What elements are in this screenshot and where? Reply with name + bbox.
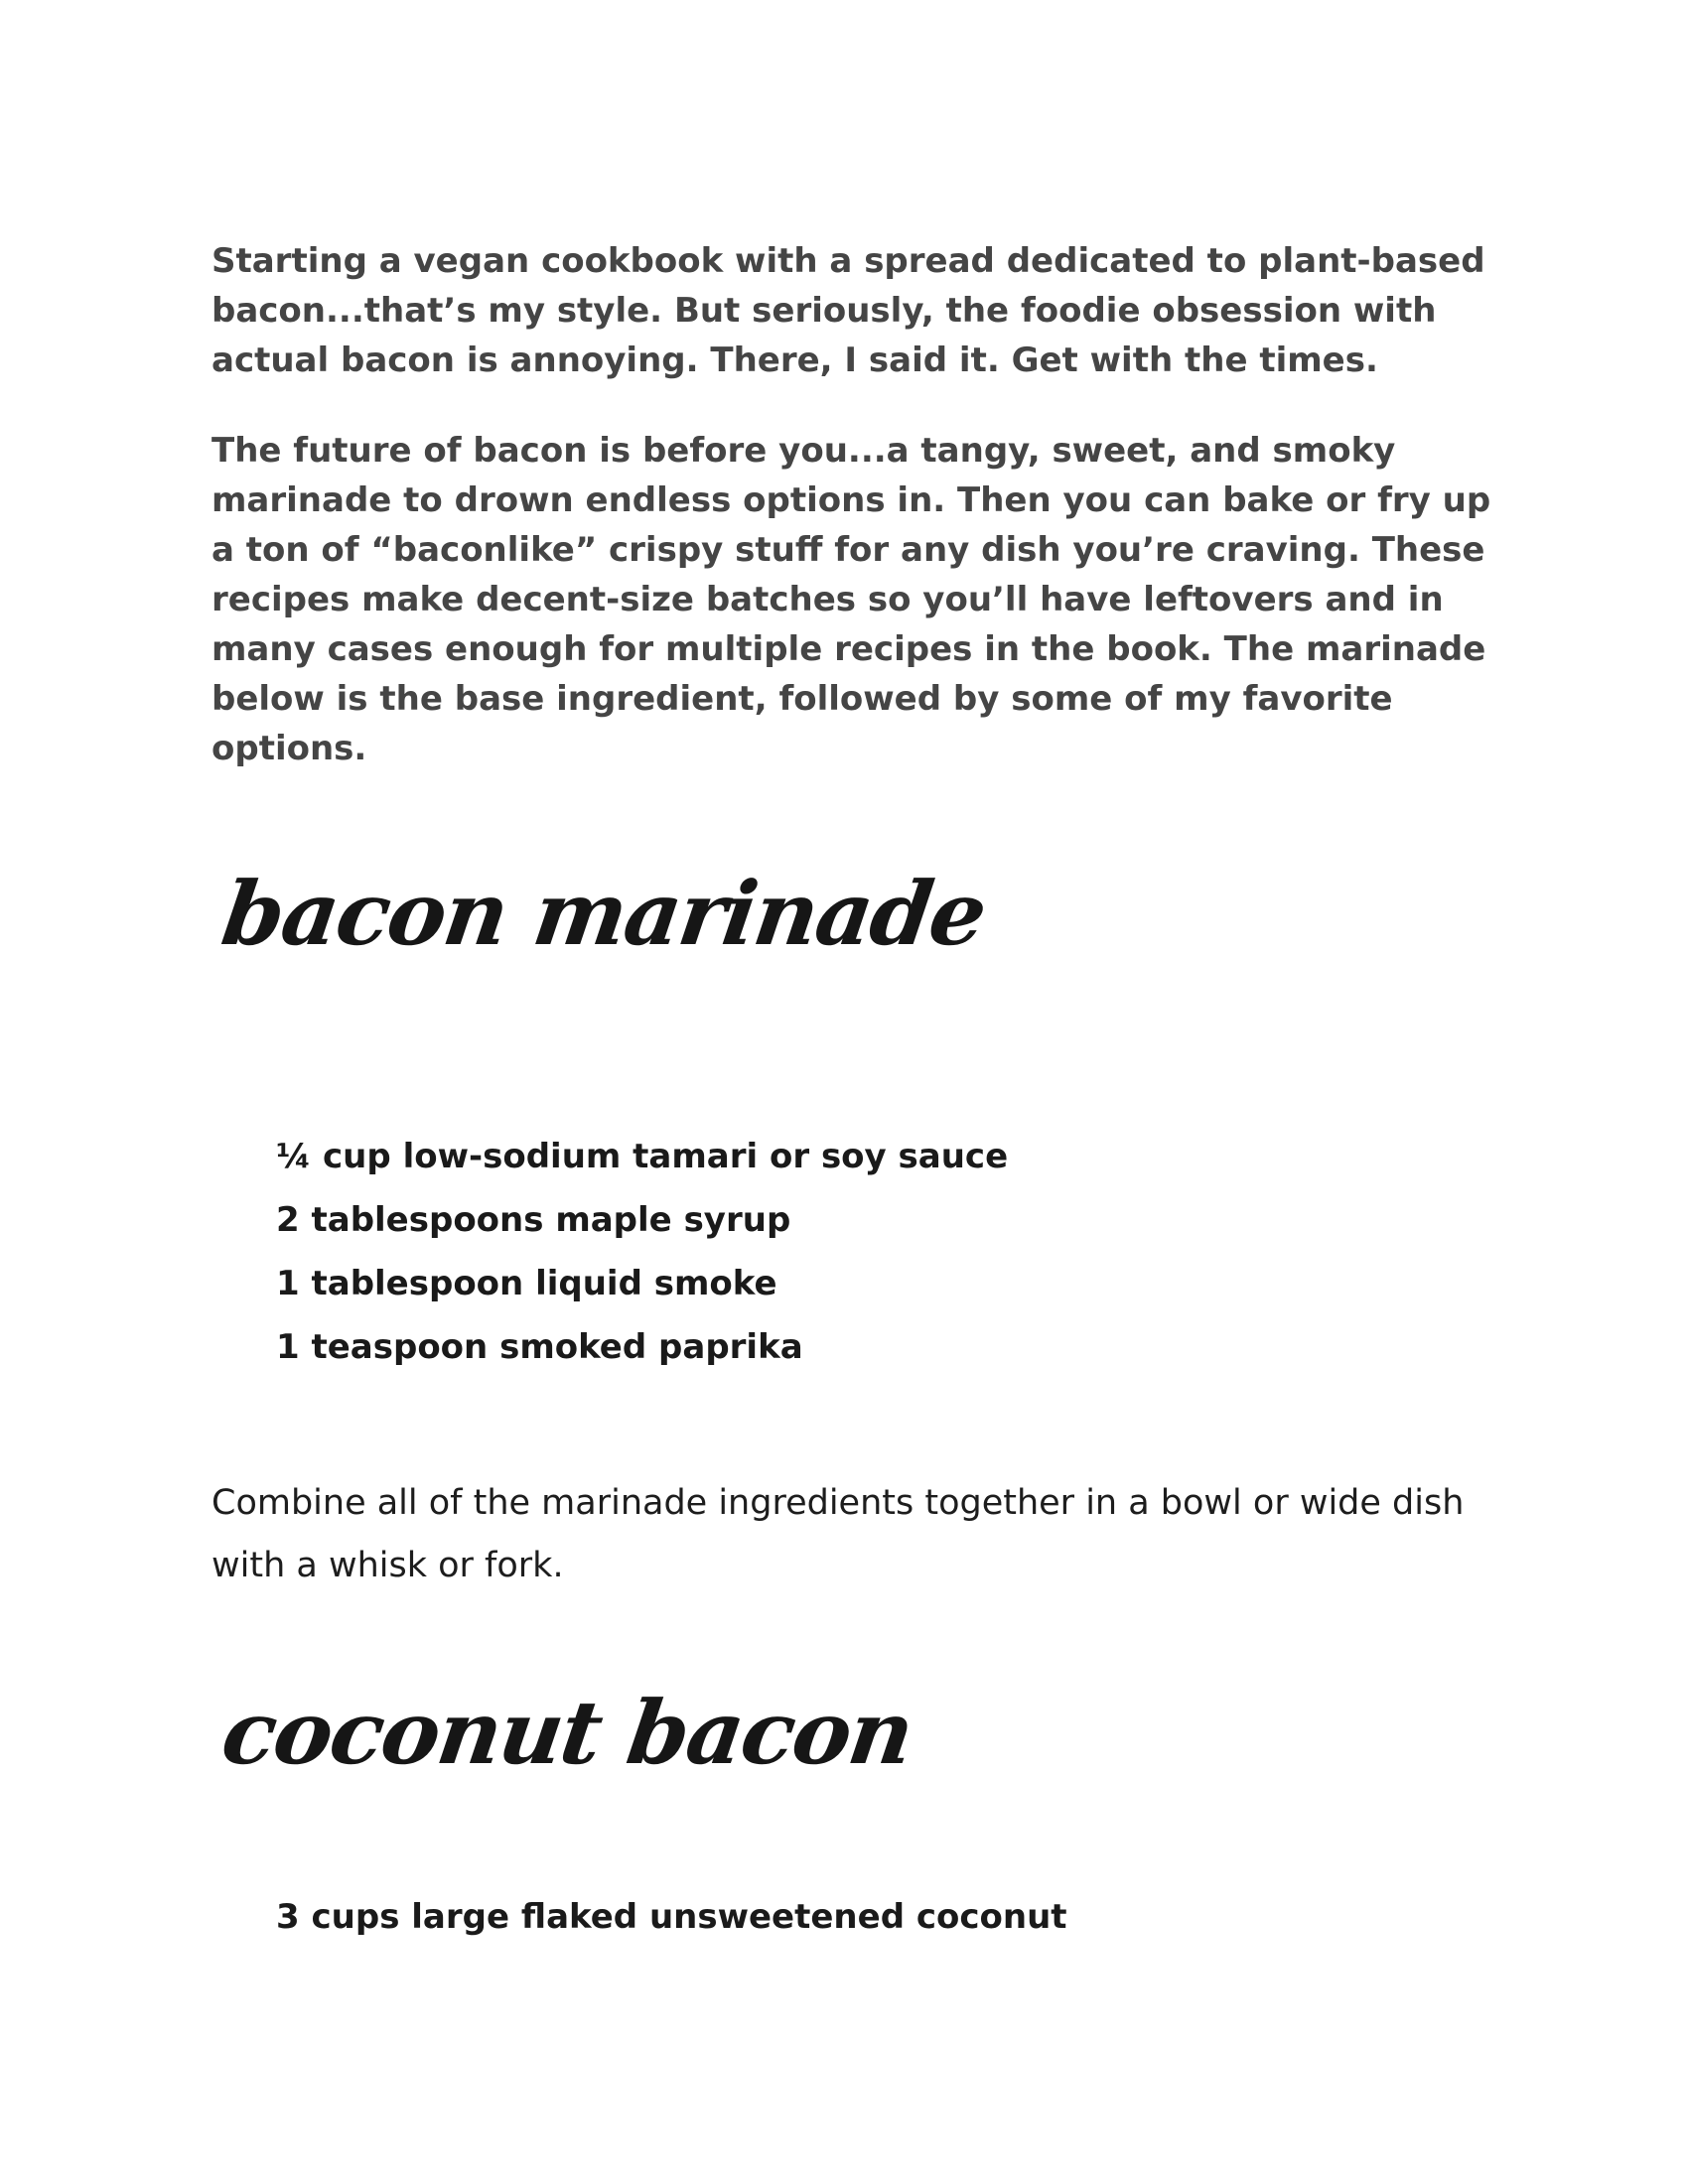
ingredient-list <box>276 1885 1067 1949</box>
intro-paragraph: Starting a vegan cookbook with a spread dedicated to plant-based bacon...that’s my style. But seriously, the foodie obsession with actual bacon is annoying. There, I said it. Get with the times. <box>211 241 1485 380</box>
ingredient-item: 2 tablespoons maple syrup <box>276 1200 791 1240</box>
ingredient-list <box>276 1125 1008 1379</box>
ingredient-item: ¼ cup low-sodium tamari or soy sauce <box>276 1137 1009 1176</box>
ingredient-item: 1 teaspoon smoked paprika <box>276 1327 803 1367</box>
ingredient-item: 1 tablespoon liquid smoke <box>276 1264 777 1303</box>
recipe-title: coconut bacon <box>215 1681 918 1784</box>
intro-paragraph: The future of bacon is before you...a tangy, sweet, and smoky marinade to drown endless options in. Then you can bake or fry up a ton of “baconlike” crispy stuff for any dish you’re craving. These recipes make decent-size batches so you’ll have leftovers and in many cases enough for multiple recipes in the book. The marinade below is the base ingredient, followed by some of my favorite options. <box>211 431 1491 768</box>
recipe-title: bacon marinade <box>215 862 992 965</box>
recipe-directions: Combine all of the marinade ingredients together in a bowl or wide dish with a whisk or fork. <box>211 1483 1465 1585</box>
ingredient-item: 3 cups large flaked unsweetened coconut <box>276 1897 1067 1937</box>
